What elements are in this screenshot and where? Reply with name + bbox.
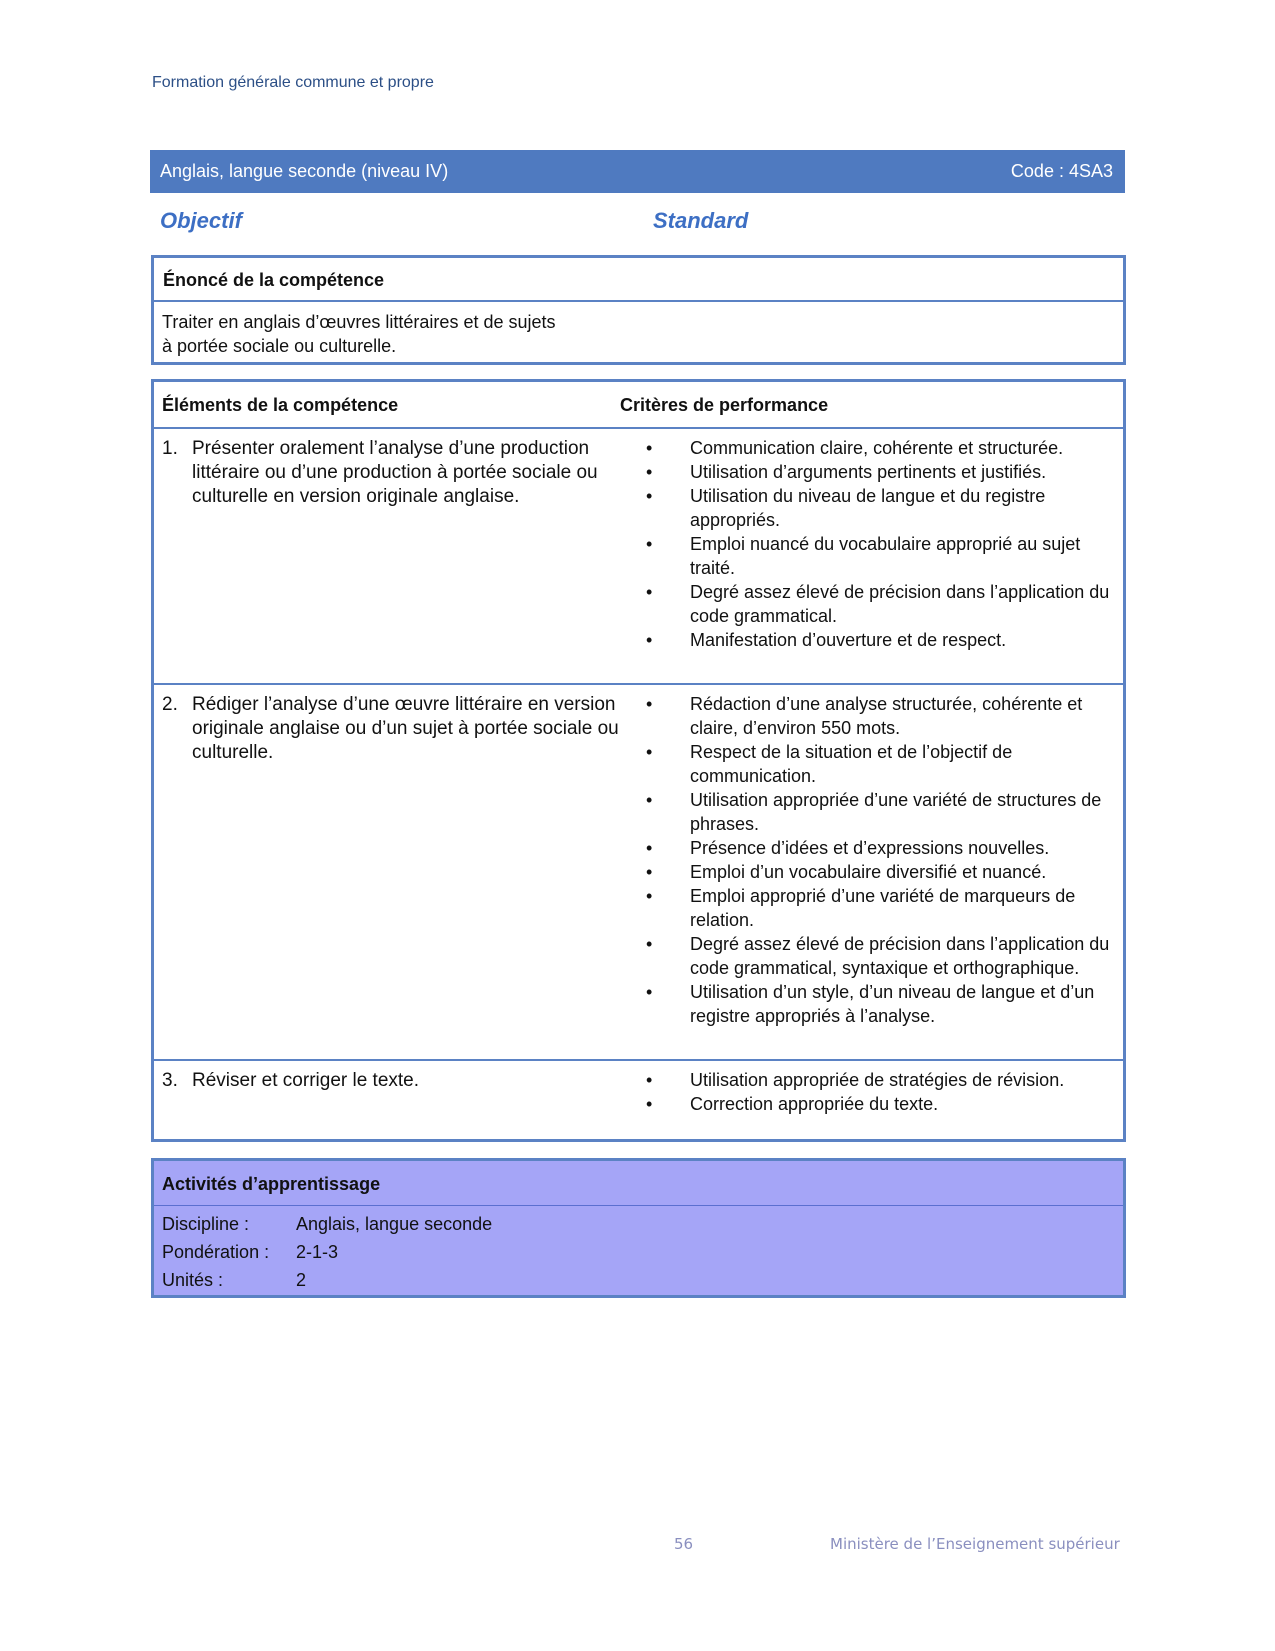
discipline-value: Anglais, langue seconde <box>296 1214 493 1234</box>
competence-statement-box <box>151 255 1126 365</box>
learning-activities-box <box>151 1158 1126 1298</box>
unites-label: Unités : <box>162 1270 224 1290</box>
discipline-label: Discipline : <box>162 1214 250 1234</box>
footer-publisher: Ministère de l’Enseignement supérieur <box>830 1535 1120 1553</box>
criterion-item: • Correction appropriée du texte. <box>646 1092 1116 1116</box>
activities-info <box>154 1206 1123 1294</box>
discipline-line <box>162 1210 1123 1238</box>
criterion-item: • Présence d’idées et d’expressions nouvelles. <box>646 836 1116 860</box>
course-title: Anglais, langue seconde (niveau IV) <box>160 161 449 181</box>
unites-value: 2 <box>296 1270 307 1290</box>
criteria-list <box>646 692 1116 1028</box>
competence-line: Traiter en anglais d’œuvres littéraires et de sujets <box>162 312 556 332</box>
ponderation-line <box>162 1238 1123 1266</box>
course-code: Code : 4SA3 <box>1010 161 1113 181</box>
criterion-item: • Emploi d’un vocabulaire diversifié et nuancé. <box>646 860 1116 884</box>
criterion-item: • Rédaction d’une analyse structurée, cohérente et claire, d’environ 550 mots. <box>646 692 1116 740</box>
activities-heading: Activités d’apprentissage <box>154 1161 1123 1206</box>
criteria-column-header: Critères de performance <box>620 395 829 415</box>
course-title-bar <box>150 150 1125 193</box>
criterion-item: • Utilisation d’un style, d’un niveau de langue et d’un registre appropriés à l’analyse. <box>646 980 1116 1028</box>
criterion-item: • Utilisation d’arguments pertinents et justifiés. <box>646 460 1116 484</box>
criterion-item: • Degré assez élevé de précision dans l’application du code grammatical, syntaxique et orthographique. <box>646 932 1116 980</box>
elements-table <box>151 379 1126 1142</box>
criterion-item: • Respect de la situation et de l’objectif de communication. <box>646 740 1116 788</box>
table-row <box>154 685 1123 1061</box>
criterion-item: • Communication claire, cohérente et structurée. <box>646 436 1116 460</box>
unites-line <box>162 1266 1123 1294</box>
element-number: 3. <box>162 1070 178 1091</box>
ponderation-value: 2-1-3 <box>296 1242 339 1262</box>
table-row <box>154 1061 1123 1139</box>
criterion-item: • Utilisation appropriée de stratégies de révision. <box>646 1068 1116 1092</box>
competence-heading: Énoncé de la compétence <box>154 258 1123 302</box>
objectif-label: Objectif <box>160 208 242 233</box>
criterion-item: • Utilisation appropriée d’une variété de structures de phrases. <box>646 788 1116 836</box>
criterion-item: • Degré assez élevé de précision dans l’application du code grammatical. <box>646 580 1116 628</box>
element-number: 2. <box>162 694 178 715</box>
criterion-item: • Manifestation d’ouverture et de respect. <box>646 628 1116 652</box>
criterion-item: • Utilisation du niveau de langue et du registre appropriés. <box>646 484 1116 532</box>
criteria-list <box>646 436 1116 652</box>
element-cell <box>162 693 632 765</box>
page-number: 56 <box>674 1535 694 1553</box>
objective-row <box>160 208 1090 234</box>
ponderation-label: Pondération : <box>162 1242 270 1262</box>
element-number: 1. <box>162 438 178 459</box>
criteria-list <box>646 1068 1116 1116</box>
elements-table-header <box>154 382 1123 429</box>
criterion-item: • Emploi approprié d’une variété de marqueurs de relation. <box>646 884 1116 932</box>
element-cell <box>162 1069 632 1093</box>
table-row <box>154 429 1123 685</box>
running-title: Formation générale commune et propre <box>152 74 434 91</box>
element-cell <box>162 437 632 509</box>
criterion-item: • Emploi nuancé du vocabulaire approprié au sujet traité. <box>646 532 1116 580</box>
competence-text <box>154 302 1123 358</box>
competence-line: à portée sociale ou culturelle. <box>162 336 397 356</box>
element-text: Rédiger l’analyse d’une œuvre littéraire en version originale anglaise ou d’un sujet à portée sociale ou culturelle. <box>192 694 619 763</box>
elements-column-header: Éléments de la compétence <box>162 395 399 415</box>
standard-label: Standard <box>653 208 749 233</box>
element-text: Présenter oralement l’analyse d’une production littéraire ou d’une production à portée sociale ou culturelle en version originale anglaise. <box>192 438 598 507</box>
element-text: Réviser et corriger le texte. <box>192 1070 420 1091</box>
